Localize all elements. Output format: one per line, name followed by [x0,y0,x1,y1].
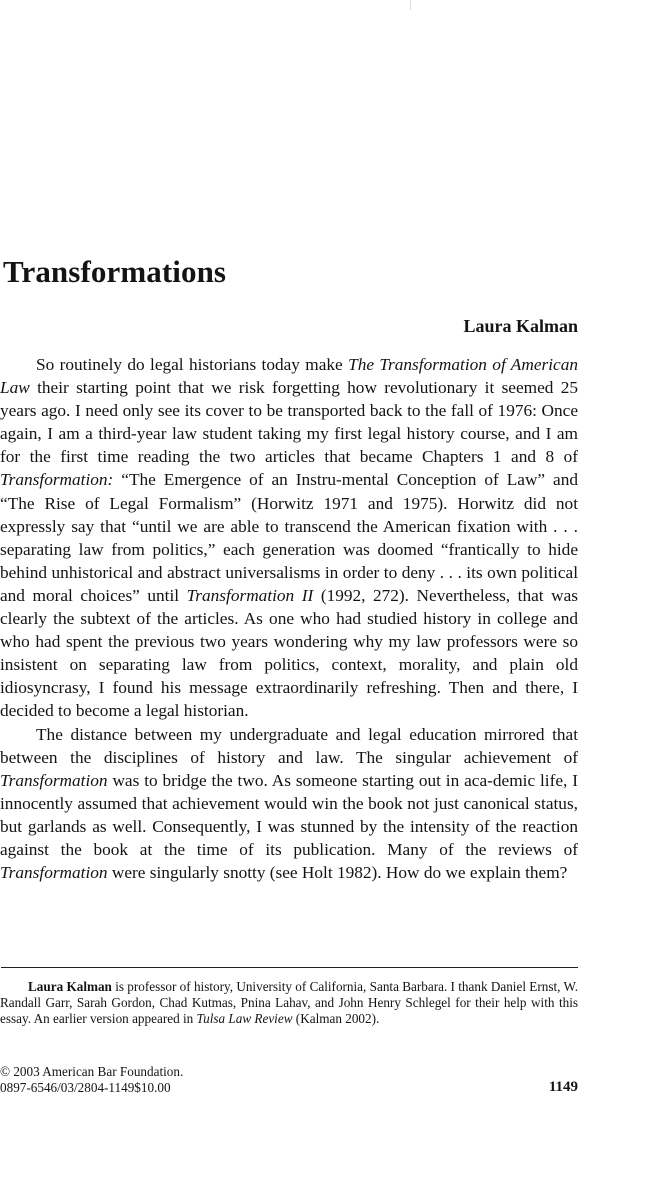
body-paragraph-2 [0,723,578,885]
text-run: their starting point that we risk forgetting how revolutionary it seemed 25 years ago. I need only see its cover to be transported back to the fall of 1976: Once again, I am a third-year law student taking my first legal history course, and I am for the first time reading the two articles that became Chapters 1 and 8 of [0,378,578,467]
scan-artifact-mark [410,0,411,10]
text-run: So routinely do legal historians today make [36,355,349,374]
copyright-line: © 2003 American Bar Foundation. [0,1064,184,1079]
page-number: 1149 [548,1079,578,1095]
text-run: “The Emergence of an Instru-mental Conception of Law” and “The Rise of Legal Formalism” (Horwitz 1971 and 1975). Horwitz did not expressly say that “until we are able to transcend the American fixation with . . . separating law from politics,” each generation was doomed “frantically to hide behind unhistorical and abstract universalisms in order to deny . . . its own political and moral choices” until [0,470,578,605]
article-title: Transformations [3,254,227,289]
text-run: were singularly snotty (see Holt 1982). How do we explain them? [107,863,568,883]
text-run: was to bridge the two. As someone starting out in aca-demic life, I innocently assumed that achievement would win the book not just canonical status, but garlands as well. Consequently, I was stunned by the intensity of the reaction against the book at the time of its publication. Many of the reviews of [0,770,578,859]
italic-run: Transformation [0,863,108,883]
article-author: Laura Kalman [463,316,578,336]
italic-run: Transformation: [0,470,114,490]
italic-run: The Transformation of American Law [0,355,578,398]
italic-run: Transformation [0,770,108,790]
text-run: (Kalman 2002). [292,1011,380,1027]
bold-run: Laura Kalman [28,979,112,994]
italic-run: Tulsa Law Review [196,1011,293,1027]
text-run: The distance between my undergraduate and legal education mirrored that between the disciplines of history and law. The singular achievement of [0,724,578,767]
article-body [0,353,578,884]
text-run: (1992, 272). Nevertheless, that was clearly the subtext of the articles. As one who had studied history in college and who had spent the previous two years wondering why my law professors were so insistent on separating law from politics, context, morality, and plain old idiosyncrasy, I found his message extraordinarily refreshing. Then and there, I decided to become a legal historian. [0,585,579,721]
italic-run: Transformation II [186,585,314,605]
issn-line: 0897-6546/03/2804-1149$10.00 [0,1080,171,1095]
body-paragraph-1 [0,353,578,723]
author-footnote [0,979,578,1028]
footnote-divider [1,967,578,968]
text-run: is professor of history, University of California, Santa Barbara. I thank Daniel Ernst, W. Randall Garr, Sarah Gordon, Chad Kutmas, Pnina Lahav, and John Henry Schlegel for their help with this essay. An earlier version appeared in [0,979,579,1027]
